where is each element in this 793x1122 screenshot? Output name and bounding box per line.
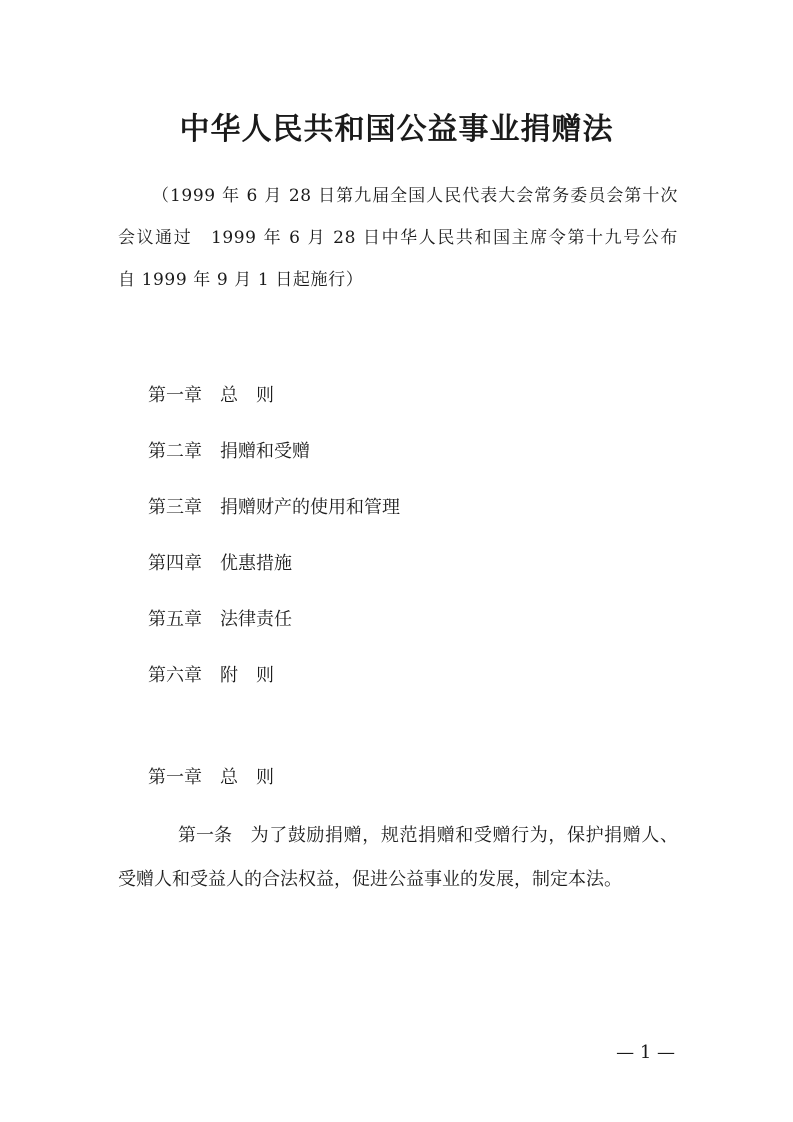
toc-item xyxy=(148,536,668,592)
article-paragraph xyxy=(118,814,678,902)
document-preamble: （1999 年 6 月 28 日第九届全国人民代表大会常务委员会第十次会议通过 1999 年 6 月 28 日中华人民共和国主席令第十九号公布 自 1999 年 9 月 1 日起施行） xyxy=(118,186,696,290)
page-number: — 1 — xyxy=(616,1042,675,1063)
toc-chapter-title: 捐赠和受赠 xyxy=(220,441,310,462)
article-number: 第一条 xyxy=(178,825,232,846)
toc-item xyxy=(148,480,668,536)
table-of-contents xyxy=(148,368,668,704)
toc-item xyxy=(148,368,668,424)
chapter-heading-number: 第一章 xyxy=(148,767,202,788)
toc-chapter-number: 第五章 xyxy=(148,609,202,630)
toc-chapter-title: 优惠措施 xyxy=(220,553,292,574)
toc-item xyxy=(148,648,668,704)
toc-chapter-title: 法律责任 xyxy=(220,609,292,630)
toc-chapter-title: 捐赠财产的使用和管理 xyxy=(220,497,400,518)
article-text: 为了鼓励捐赠，规范捐赠和受赠行为，保护捐赠人、受赠人和受益人的合法权益，促进公益事业的发展，制定本法。 xyxy=(118,825,678,890)
document-title: 中华人民共和国公益事业捐赠法 xyxy=(179,112,614,147)
toc-chapter-title: 总 则 xyxy=(220,385,274,406)
toc-item xyxy=(148,592,668,648)
toc-chapter-number: 第三章 xyxy=(148,497,202,518)
toc-chapter-number: 第一章 xyxy=(148,385,202,406)
toc-chapter-number: 第六章 xyxy=(148,665,202,686)
toc-item xyxy=(148,424,668,480)
toc-chapter-number: 第二章 xyxy=(148,441,202,462)
chapter-heading xyxy=(148,758,274,798)
toc-chapter-title: 附 则 xyxy=(220,665,274,686)
toc-chapter-number: 第四章 xyxy=(148,553,202,574)
chapter-heading-title: 总 则 xyxy=(220,767,274,788)
